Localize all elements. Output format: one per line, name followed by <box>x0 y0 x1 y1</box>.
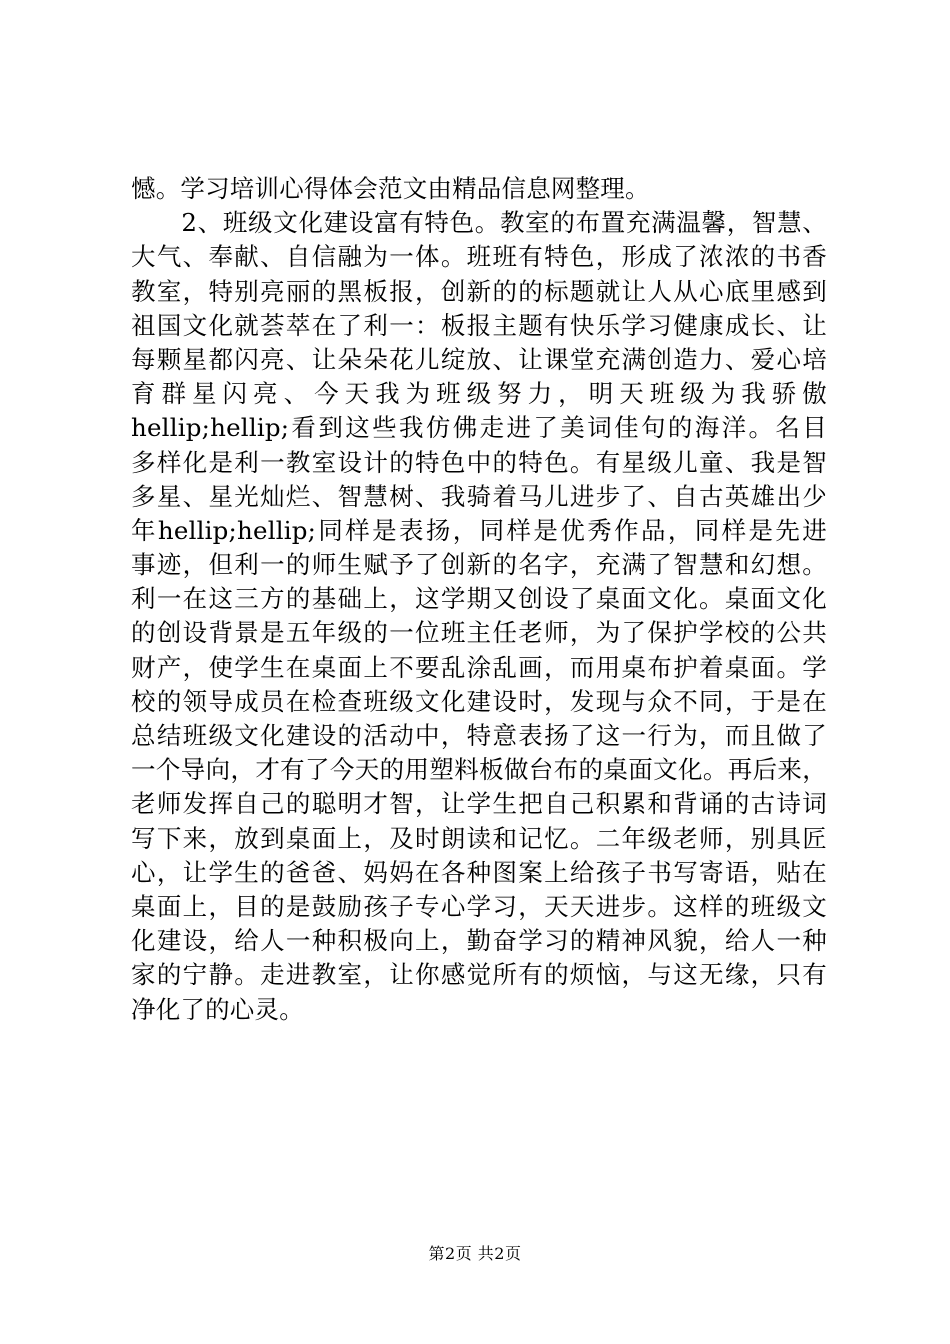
text-line: 2、班级文化建设富有特色。教室的布置充满温馨，智慧、 <box>131 208 827 238</box>
text-line: 写下来，放到桌面上，及时朗读和记忆。二年级老师，别具匠 <box>131 823 827 853</box>
text-line: 老师发挥自己的聪明才智，让学生把自己积累和背诵的古诗词 <box>131 789 827 819</box>
text-line: 桌面上，目的是鼓励孩子专心学习，天天进步。这样的班级文 <box>131 891 827 921</box>
text-line: 利一在这三方的基础上，这学期又创设了桌面文化。桌面文化 <box>131 584 827 614</box>
text-line: 一个导向，才有了今天的用塑料板做台布的桌面文化。再后来， <box>131 755 827 785</box>
text-line: 财产，使学生在桌面上不要乱涂乱画，而用桌布护着桌面。学 <box>131 652 827 682</box>
text-line: 大气、奉献、自信融为一体。班班有特色，形成了浓浓的书香 <box>131 242 827 272</box>
text-line: 每颗星都闪亮、让朵朵花儿绽放、让课堂充满创造力、爱心培 <box>131 344 827 374</box>
text-line: 心，让学生的爸爸、妈妈在各种图案上给孩子书写寄语，贴在 <box>131 857 827 887</box>
text-line: 事迹，但利一的师生赋予了创新的名字，充满了智慧和幻想。 <box>131 550 827 580</box>
text-line: 教室，特别亮丽的黑板报，创新的的标题就让人从心底里感到 <box>131 276 827 306</box>
text-line: 年hellip;hellip;同样是表扬，同样是优秀作品，同样是先进 <box>131 515 827 545</box>
text-line: hellip;hellip;看到这些我仿佛走进了美词佳句的海洋。名目 <box>131 413 827 443</box>
text-line: 校的领导成员在检查班级文化建设时，发现与众不同，于是在 <box>131 686 827 716</box>
page-footer: 第2页 共2页 <box>428 1244 522 1263</box>
text-line: 育群星闪亮、今天我为班级努力，明天班级为我骄傲 <box>131 379 827 409</box>
text-line: 化建设，给人一种积极向上，勤奋学习的精神风貌，给人一种 <box>131 926 827 956</box>
text-line: 的创设背景是五年级的一位班主任老师，为了保护学校的公共 <box>131 618 827 648</box>
text-line: 家的宁静。走进教室，让你感觉所有的烦恼，与这无缘，只有 <box>131 960 827 990</box>
text-line: 总结班级文化建设的活动中，特意表扬了这一行为，而且做了 <box>131 721 827 750</box>
text-line: 多样化是利一教室设计的特色中的特色。有星级儿童、我是智 <box>131 447 827 477</box>
text-line: 祖国文化就荟萃在了利一：板报主题有快乐学习健康成长、让 <box>131 310 827 340</box>
text-line: 多星、星光灿烂、智慧树、我骑着马儿进步了、自古英雄出少 <box>131 481 827 511</box>
body-text <box>131 172 827 1027</box>
text-line: 憾。学习培训心得体会范文由精品信息网整理。 <box>131 174 650 203</box>
text-line: 净化了的心灵。 <box>131 994 304 1024</box>
